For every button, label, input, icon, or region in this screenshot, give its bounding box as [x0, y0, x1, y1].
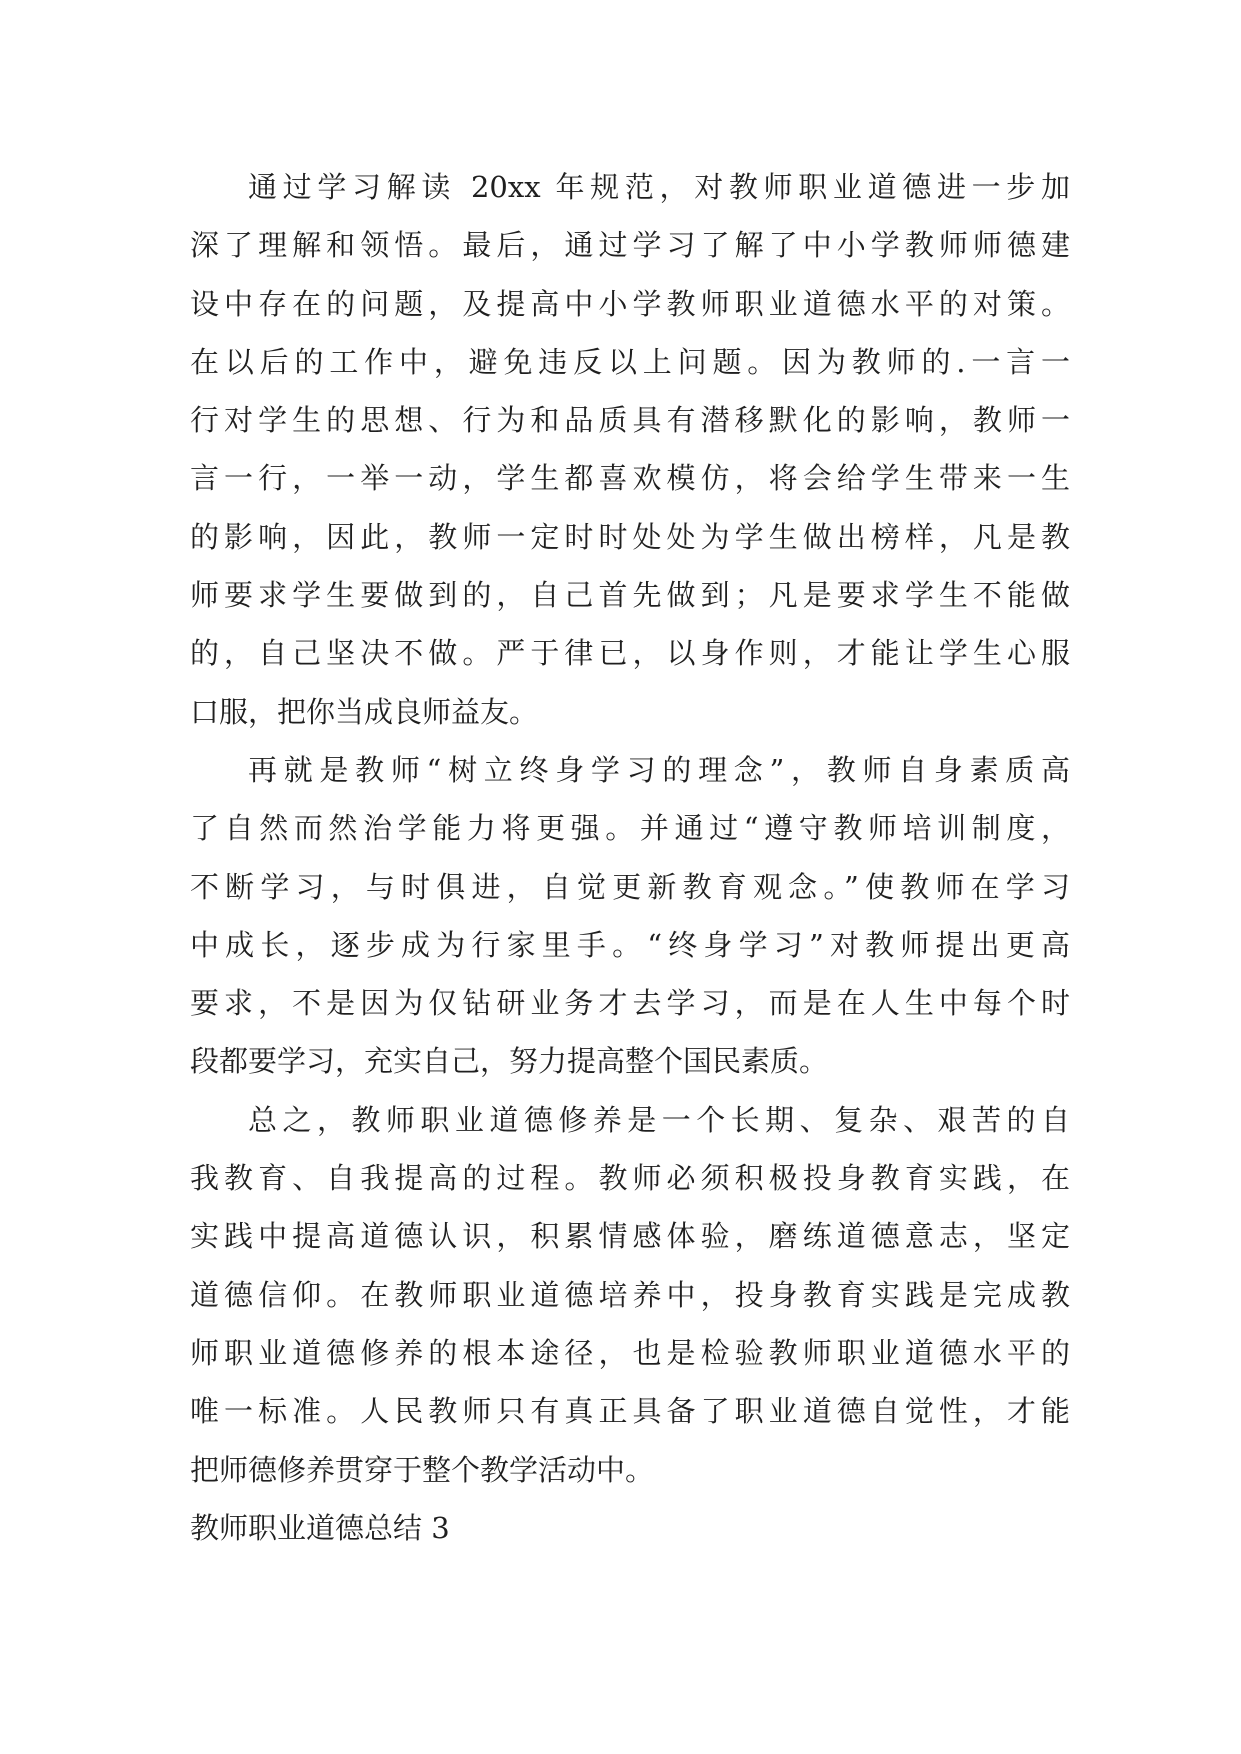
text-line: 言一行，一举一动，学生都喜欢模仿，将会给学生带来一生 — [190, 461, 1070, 496]
text-line: 实践中提高道德认识，积累情感体验，磨练道德意志，坚定 — [190, 1219, 1070, 1254]
text-line: 中成长，逐步成为行家里手。“终身学习”对教师提出更高 — [190, 927, 1070, 962]
text-line: 段都要学习，充实自己，努力提高整个国民素质。 — [190, 1044, 829, 1079]
text-line: 的，自己坚决不做。严于律已，以身作则，才能让学生心服 — [190, 636, 1070, 671]
text-line: 我教育、自我提高的过程。教师必须积极投身教育实践，在 — [190, 1161, 1070, 1196]
text-line: 深了理解和领悟。最后，通过学习了解了中小学教师师德建 — [190, 228, 1070, 263]
text-line: 口服，把你当成良师益友。 — [190, 694, 539, 729]
text-line: 把师德修养贯穿于整个教学活动中。 — [190, 1452, 655, 1487]
text-line: 不断学习，与时俱进，自觉更新教育观念。”使教师在学习 — [190, 869, 1070, 904]
text-line: 总之，教师职业道德修养是一个长期、复杂、艰苦的自 — [248, 1102, 1070, 1137]
text-line: 了自然而然治学能力将更强。并通过“遵守教师培训制度， — [190, 811, 1070, 846]
text-line: 行对学生的思想、行为和品质具有潜移默化的影响，教师一 — [190, 403, 1070, 438]
text-line: 道德信仰。在教师职业道德培养中，投身教育实践是完成教 — [190, 1277, 1070, 1312]
text-line: 再就是教师“树立终身学习的理念”，教师自身素质高 — [248, 752, 1070, 787]
document-body — [190, 158, 1070, 1557]
text-line: 的影响，因此，教师一定时时处处为学生做出榜样，凡是教 — [190, 519, 1070, 554]
text-line: 师要求学生要做到的，自己首先做到；凡是要求学生不能做 — [190, 578, 1070, 613]
text-line: 师职业道德修养的根本途径，也是检验教师职业道德水平的 — [190, 1335, 1070, 1370]
text-line: 唯一标准。人民教师只有真正具备了职业道德自觉性，才能 — [190, 1394, 1070, 1429]
text-line: 通过学习解读 20xx 年规范，对教师职业道德进一步加 — [248, 170, 1070, 204]
section-heading: 教师职业道德总结 3 — [190, 1510, 450, 1545]
text-line: 在以后的工作中，避免违反以上问题。因为教师的.一言一 — [190, 344, 1070, 379]
text-line: 设中存在的问题，及提高中小学教师职业道德水平的对策。 — [190, 286, 1070, 321]
text-line: 要求，不是因为仅钻研业务才去学习，而是在人生中每个时 — [190, 986, 1070, 1021]
